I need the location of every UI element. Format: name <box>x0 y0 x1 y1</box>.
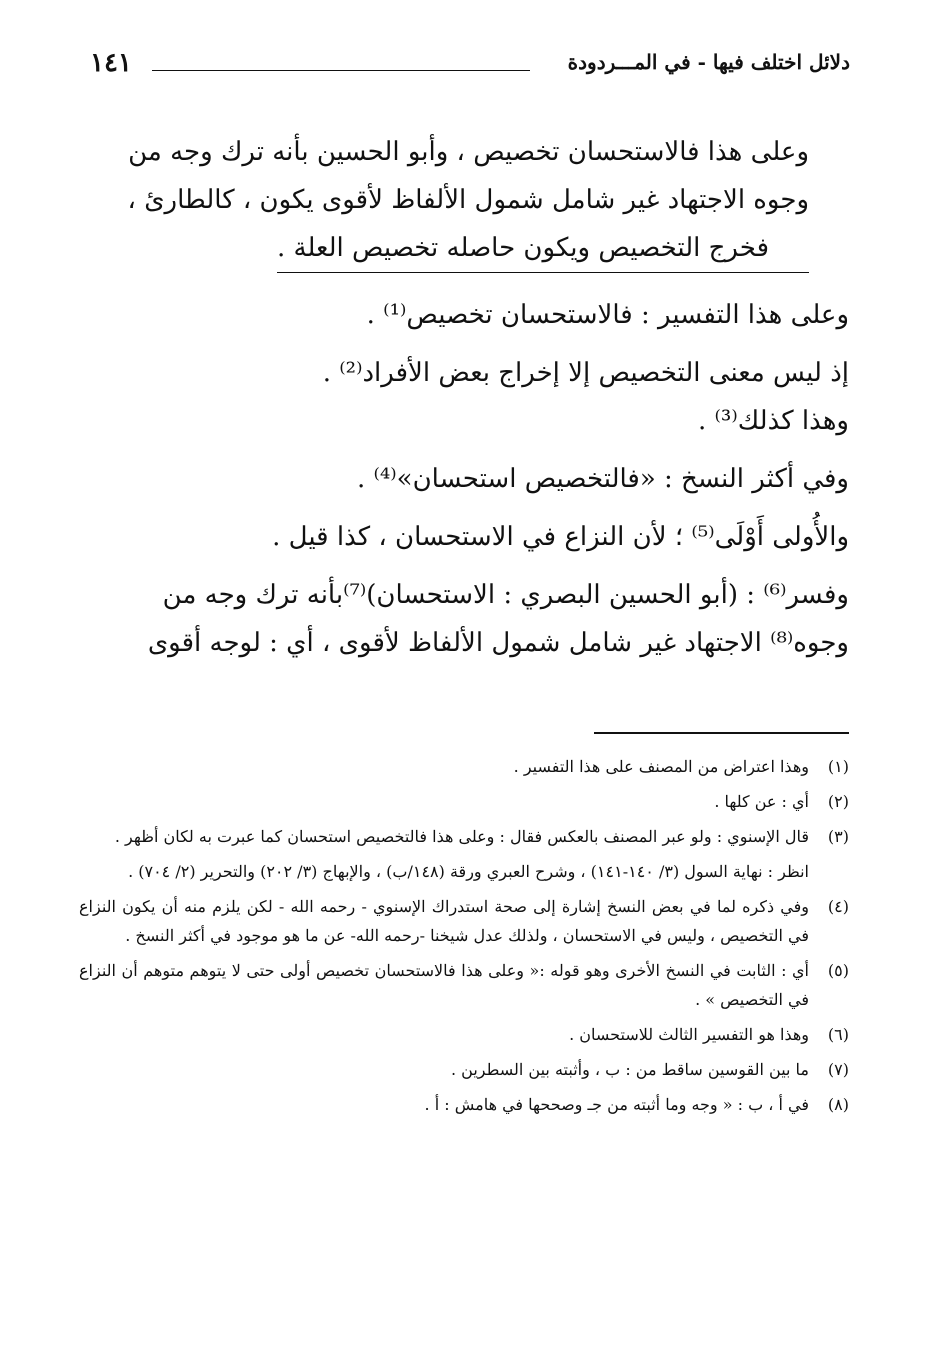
footnote-number: (٨) <box>827 1095 849 1114</box>
footnote <box>79 787 849 816</box>
footnote-text: وهذا هو التفسير الثالث للاستحسان . <box>569 1025 809 1044</box>
main-text <box>79 128 849 667</box>
footnote <box>79 1055 849 1084</box>
text-line: وعلى هذا التفسير : فالاستحسان تخصيص⁽¹⁾ . <box>366 300 849 330</box>
footnote-number: (٧) <box>827 1060 849 1079</box>
text-line: وفسر⁽⁶⁾ : (أبو الحسين البصري : الاستحسان)⁽⁷⁾بأنه ترك وجه من <box>162 580 849 610</box>
header-rule <box>152 70 530 71</box>
footnote-reference: انظر : نهاية السول (٣/ ١٤٠-١٤١) ، وشرح العبري ورقة (١٤٨/ب) ، والإبهاج (٣/ ٢٠٢) والتحرير (٢/ ٧٠٤) . <box>128 862 809 881</box>
text-line: والأُولى أَوْلَى⁽⁵⁾ ؛ لأن النزاع في الاستحسان ، كذا قيل . <box>272 522 849 552</box>
footnote-number: (٤) <box>827 897 849 916</box>
paragraph <box>79 397 849 445</box>
footnote-number: (٣) <box>827 827 849 846</box>
footnote-text: في أ ، ب : « وجه وما أثبته من جـ وصححها في هامش : أ . <box>424 1095 809 1114</box>
page-header <box>90 50 850 90</box>
footnote-text: أي : الثابت في النسخ الأخرى وهو قوله :« وعلى هذا فالاستحسان تخصيص أولى حتى لا يتوهم متوهم أن النزاع في التخصيص » . <box>79 961 809 1009</box>
footnote-number: (٥) <box>827 961 849 980</box>
footnote-text: أي : عن كلها . <box>714 792 809 811</box>
underlined-text: فخرج التخصيص ويكون حاصله تخصيص العلة . <box>277 224 809 273</box>
text-line: وجوه⁽⁸⁾ الاجتهاد غير شامل شمول الألفاظ لأقوى ، أي : لوجه أقوى <box>147 628 849 658</box>
footnote-text: وفي ذكره لما في بعض النسخ إشارة إلى صحة استدراك الإسنوي - رحمه الله - لكن يلزم منه أن يكون النزاع في التخصيص ، وليس في الاستحسان ، ولذلك عدل شيخنا -رحمه الله- عن ما هو موجود في أكثر النسخ . <box>79 897 809 945</box>
footnote <box>79 956 849 1014</box>
page-number: ١٤١ <box>90 48 132 78</box>
footnote-text: ما بين القوسين ساقط من : ب ، وأثبته بين السطرين . <box>450 1060 809 1079</box>
footnote-number: (٦) <box>827 1025 849 1044</box>
text-line-underlined <box>79 224 849 273</box>
footnote-separator <box>594 732 849 734</box>
paragraph <box>79 349 849 397</box>
footnote-text: وهذا اعتراض من المصنف على هذا التفسير . <box>513 757 809 776</box>
paragraph <box>79 513 849 561</box>
paragraph <box>79 571 849 667</box>
footnote <box>79 1020 849 1049</box>
text-line: وجوه الاجتهاد غير شامل شمول الألفاظ لأقوى يكون ، كالطارئ ، <box>127 185 809 215</box>
footnote-number: (٢) <box>827 792 849 811</box>
paragraph <box>79 128 849 273</box>
paragraph <box>79 455 849 503</box>
text-line: إذ ليس معنى التخصيص إلا إخراج بعض الأفراد⁽²⁾ . <box>322 358 849 388</box>
running-title: دلائل اختلف فيها - في المـــردودة <box>567 50 850 74</box>
footnote <box>79 1090 849 1119</box>
text-line: وعلى هذا فالاستحسان تخصيص ، وأبو الحسين بأنه ترك وجه من <box>128 137 809 167</box>
text-line: وهذا كذلك⁽³⁾ . <box>697 406 849 436</box>
footnote-number: (١) <box>827 757 849 776</box>
footnotes <box>79 752 849 1125</box>
text-line: وفي أكثر النسخ : «فالتخصيص استحسان»⁽⁴⁾ . <box>356 464 849 494</box>
footnote-text: قال الإسنوي : ولو عبر المصنف بالعكس فقال : وعلى هذا فالتخصيص استحسان كما عبرت به لكان أظهر . <box>114 827 809 846</box>
footnote <box>79 892 849 950</box>
footnote <box>79 822 849 851</box>
paragraph <box>79 291 849 339</box>
footnote <box>79 752 849 781</box>
